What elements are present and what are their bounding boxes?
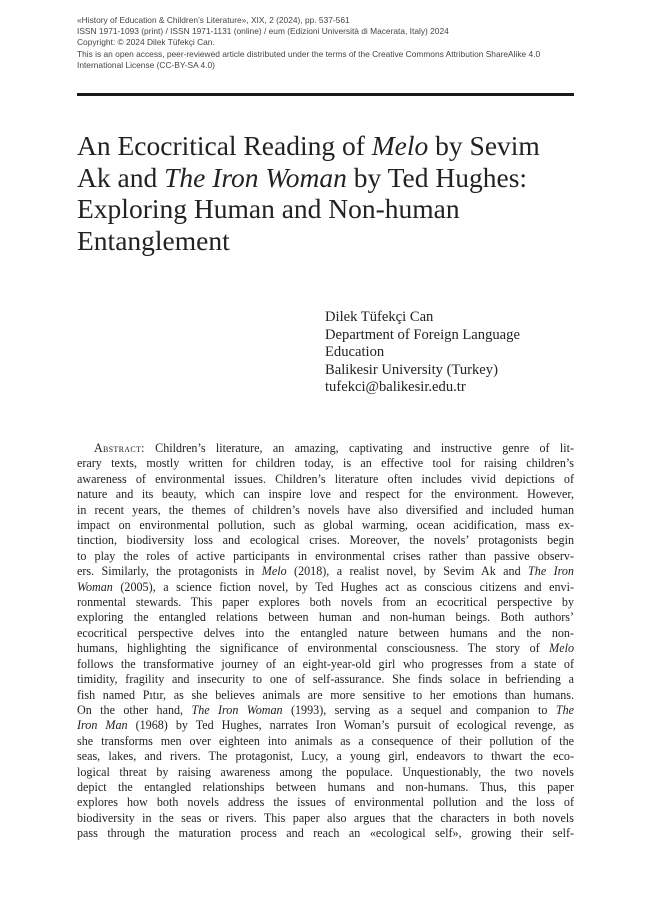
abstract-line — [77, 564, 574, 579]
abstract-line: seas, lakes, and rivers. The protagonist, Lucy, a young girl, endeavors to thwart the eco- — [77, 749, 574, 764]
abstract-line: depict the entangled relationships between humans and non-humans. Thus, this paper — [77, 779, 574, 794]
header-line-citation: «History of Education & Children’s Literature», XIX, 2 (2024), pp. 537-561 — [77, 15, 350, 25]
author-department-cont: Education — [325, 344, 385, 360]
abstract-italic: The Iron — [528, 564, 574, 579]
abstract-text: (1993), serving as a sequel and companion to — [282, 702, 556, 717]
author-name: Dilek Tüfekçi Can — [325, 309, 434, 325]
abstract-text: ers. Similarly, the protagonists in — [77, 564, 262, 579]
abstract — [77, 441, 574, 842]
title-italic: Melo — [371, 130, 429, 161]
title-line — [77, 130, 577, 162]
abstract-line: in recent years, the themes of children’s novels have also diversified and included human — [77, 502, 574, 517]
abstract-line: to play the roles of active participants in environmental crises rather than passive observ- — [77, 548, 574, 563]
title-line — [77, 162, 577, 194]
abstract-line: explores how both novels address the issues of environmental pollution and the loss of — [77, 795, 574, 810]
abstract-line — [77, 580, 574, 595]
abstract-line — [77, 703, 574, 718]
abstract-line — [77, 441, 574, 456]
abstract-line: pass through the maturation process and reach an «ecological self», growing their self- — [77, 826, 574, 841]
abstract-line: biodiversity in the seas or rivers. This paper also argues that the characters in both novels — [77, 810, 574, 825]
abstract-line: fish named Pıtır, as she believes animals are more sensitive to her emotions than humans. — [77, 687, 574, 702]
abstract-line: exploring the entangled relations between human and non-human beings. Both authors’ — [77, 610, 574, 625]
title-text: by Sevim — [428, 130, 540, 161]
abstract-line: ronmental stewards. This paper explores both novels from an ecocritical perspective by — [77, 595, 574, 610]
title-text: An Ecocritical Reading of — [77, 130, 372, 161]
abstract-text: (2005), a science fiction novel, by Ted Hughes act as conscious citizens and envi- — [112, 579, 574, 594]
abstract-line: nature and its beauty, which can inspire love and respect for the environment. However, — [77, 487, 574, 502]
title-text: by Ted Hughes: — [346, 161, 528, 193]
abstract-line: follows the transformative journey of an eight-year-old girl who progresses from a state of — [77, 656, 574, 671]
abstract-line — [77, 641, 574, 656]
header-line-copyright: Copyright: © 2024 Dilek Tüfekçi Can. — [77, 37, 215, 48]
author-block — [325, 309, 575, 397]
abstract-text: On the other hand, — [77, 702, 192, 717]
header-divider — [77, 93, 574, 96]
author-email: tufekci@balikesir.edu.tr — [325, 379, 466, 395]
abstract-line: tinction, biodiversity loss and ecological crises. Moreover, the novels’ protagonists begin — [77, 533, 574, 548]
abstract-line: she transforms men over eighteen into animals as a consequence of their pollution of the — [77, 733, 574, 748]
abstract-line: timidity, fragility and insecurity to one of self-assurance. She finds solace in befriending a — [77, 672, 574, 687]
abstract-italic: The Iron Woman — [191, 702, 283, 717]
author-university: Balikesir University (Turkey) — [325, 361, 498, 378]
abstract-italic: Melo — [549, 641, 574, 656]
abstract-line — [77, 718, 574, 733]
header-line-license-cont: International License (CC-BY-SA 4.0) — [77, 59, 215, 70]
abstract-label: Abstract: — [94, 441, 145, 455]
abstract-line: logical threat by raising awareness among the populace. Unquestionably, the two novels — [77, 764, 574, 779]
abstract-italic: Iron Man — [77, 718, 128, 733]
abstract-line: ecocritical perspective delves into the entangled nature between humans and the non- — [77, 625, 574, 640]
abstract-text: (1968) by Ted Hughes, narrates Iron Woman’s pursuit of ecological revenge, as — [127, 718, 574, 733]
author-department: Department of Foreign Language — [325, 326, 520, 343]
abstract-line: awareness of environmental issues. Children’s literature often includes vivid depictions of — [77, 471, 574, 486]
abstract-line: erary texts, mostly written for children today, is an effective tool for raising children’s — [77, 456, 574, 471]
title-text: Ak and — [77, 161, 165, 193]
header-line-issn: ISSN 1971-1093 (print) / ISSN 1971-1131 (online) / eum (Edizioni Università di Macerata, Italy) 2024 — [77, 26, 449, 37]
journal-header — [77, 15, 574, 71]
abstract-text: (2018), a realist novel, by Sevim Ak and — [286, 564, 529, 579]
abstract-italic: Woman — [77, 579, 113, 594]
abstract-italic: Melo — [261, 564, 287, 579]
article-title — [77, 130, 577, 256]
abstract-line: impact on environmental pollution, such as global warming, ocean acidification, mass ex- — [77, 518, 574, 533]
title-line: Exploring Human and Non-human — [77, 193, 460, 224]
title-italic: The Iron Woman — [164, 161, 347, 193]
header-line-license: This is an open access, peer-reviewed article distributed under the terms of the Creative Commons Attribution ShareAlike 4.0 — [77, 48, 541, 59]
abstract-text: Children’s literature, an amazing, captivating and instructive genre of lit- — [144, 441, 574, 455]
abstract-italic: The — [555, 702, 574, 717]
abstract-text: humans, highlighting the significance of environmental consciousness. The story of — [77, 641, 550, 656]
title-line: Entanglement — [77, 224, 230, 256]
